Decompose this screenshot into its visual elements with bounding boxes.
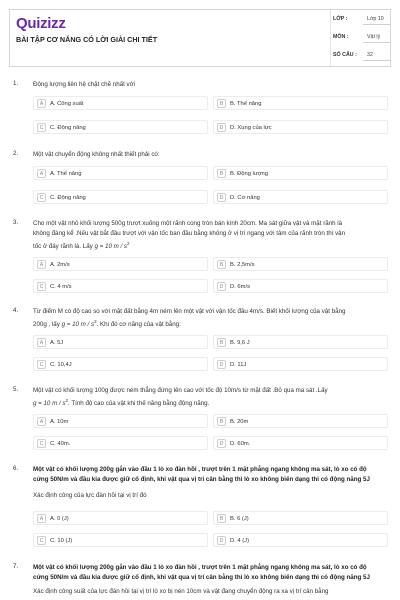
- option-b[interactable]: [213, 335, 388, 349]
- question-line: Một vật có khối lượng 200g gắn vào đầu 1 lò xo đàn hồi , trượt trên 1 mặt phẳng ngang không ma sát, lò xo có độ: [33, 466, 367, 473]
- formula: g = 10 m / s: [94, 243, 128, 251]
- worksheet-meta: [330, 10, 392, 68]
- question-number: 6.: [13, 465, 19, 472]
- option-text: D. 60m.: [230, 440, 251, 447]
- option-c[interactable]: [33, 190, 208, 204]
- option-letter: B: [217, 99, 226, 108]
- option-letter: D: [217, 536, 226, 545]
- option-a[interactable]: [33, 335, 208, 349]
- option-letter: B: [217, 169, 226, 178]
- question-text: [33, 307, 391, 330]
- option-c[interactable]: [33, 533, 208, 547]
- option-c[interactable]: [33, 357, 208, 371]
- worksheet-header: [9, 9, 391, 67]
- option-letter: C: [37, 193, 46, 202]
- option-text: D. Cơ năng: [230, 194, 260, 201]
- question-line: Từ điểm M có độ cao so với mặt đất bằng 4m ném lên một vật với vận tốc đầu 4m/s. Biết khối lượng của vật bằng: [33, 308, 346, 315]
- option-text: B. 2,5m/s: [230, 261, 255, 268]
- formula-exponent: 2: [94, 319, 97, 324]
- option-letter: A: [37, 169, 46, 178]
- option-b[interactable]: [213, 166, 388, 180]
- option-c[interactable]: [33, 120, 208, 134]
- question-line-text: tốc ở đáy rãnh là. Lấy: [33, 243, 93, 251]
- option-d[interactable]: [213, 533, 388, 547]
- meta-class: [331, 12, 393, 26]
- option-text: B. 20m: [230, 418, 249, 425]
- question-text: [33, 563, 391, 583]
- page-title: BÀI TẬP CƠ NĂNG CÓ LỜI GIẢI CHI TIẾT: [16, 35, 158, 44]
- option-text: B. 6 (J): [230, 515, 249, 522]
- option-a[interactable]: [33, 511, 208, 525]
- question-text: [33, 386, 391, 409]
- divider: [363, 60, 390, 61]
- option-text: D. 4 (J): [230, 537, 250, 544]
- option-letter: B: [217, 338, 226, 347]
- formula: g = 10 m / s: [33, 400, 66, 408]
- option-d[interactable]: [213, 436, 388, 450]
- option-text: D. 6m/s: [230, 283, 250, 290]
- option-text: A. 0 (J): [50, 515, 69, 522]
- option-a[interactable]: [33, 166, 208, 180]
- divider: [363, 42, 390, 43]
- question-line-text: 200g , lấy: [33, 321, 60, 329]
- formula-exponent: 2: [65, 398, 69, 403]
- meta-class-label: LỚP :: [333, 16, 348, 22]
- question-number: 7.: [13, 563, 19, 570]
- question-number: 4.: [13, 307, 19, 314]
- question-text: Động lượng liên hệ chặt chẽ nhất với: [33, 81, 136, 88]
- option-text: C. 10,4J: [50, 361, 72, 368]
- option-letter: C: [37, 282, 46, 291]
- option-letter: C: [37, 439, 46, 448]
- option-text: C. 40m.: [50, 440, 71, 447]
- option-letter: B: [217, 417, 226, 426]
- option-letter: A: [37, 99, 46, 108]
- option-text: C. Động năng: [50, 194, 86, 201]
- option-text: A. 10m: [50, 418, 69, 425]
- option-b[interactable]: [213, 511, 388, 525]
- option-text: C. 4 m/s: [50, 283, 72, 290]
- option-b[interactable]: [213, 414, 388, 428]
- question-line: [33, 239, 391, 252]
- question-line-text: . Tính độ cao của vật khi thế năng bằng động năng.: [68, 400, 210, 408]
- option-letter: D: [217, 439, 226, 448]
- option-letter: A: [37, 514, 46, 523]
- option-text: D. Xung của lực: [230, 124, 272, 131]
- option-a[interactable]: [33, 96, 208, 110]
- meta-subject-label: MÔN :: [333, 34, 349, 40]
- question-number: 5.: [13, 386, 19, 393]
- option-d[interactable]: [213, 190, 388, 204]
- formula: g = 10 m / s: [61, 321, 95, 329]
- option-d[interactable]: [213, 357, 388, 371]
- option-c[interactable]: [33, 279, 208, 293]
- question-line: [33, 396, 391, 409]
- question-line: Một vật có khối lượng 200g gắn vào đầu 1 lò xo đàn hồi , trượt trên 1 mặt phẳng ngang không ma sát, lò xo có độ: [33, 564, 367, 571]
- option-letter: C: [37, 123, 46, 132]
- option-c[interactable]: [33, 436, 208, 450]
- question-text: Một vật chuyển động không nhất thiết phải có:: [33, 151, 160, 158]
- meta-subject: [331, 30, 393, 44]
- option-letter: B: [217, 514, 226, 523]
- question-number: 1.: [13, 80, 19, 87]
- question-line-text: . Khi đó cơ năng của vật bằng:: [96, 321, 181, 329]
- question-text: [33, 219, 391, 252]
- option-letter: D: [217, 193, 226, 202]
- option-letter: A: [37, 417, 46, 426]
- option-text: A. Thế năng: [50, 170, 82, 177]
- question-line: Một vật có khối lượng 100g được ném thẳng đứng lên cao với tốc độ 10m/s từ mặt đất .Bỏ qua ma sát .Lấy: [33, 387, 328, 394]
- question-number: 2.: [13, 150, 19, 157]
- option-letter: C: [37, 360, 46, 369]
- option-letter: A: [37, 338, 46, 347]
- option-text: B. Thế năng: [230, 100, 262, 107]
- question-text: [33, 465, 391, 485]
- option-text: A. 2m/s: [50, 261, 70, 268]
- option-b[interactable]: [213, 257, 388, 271]
- question-line: không đáng kể .Nếu vật bắt đầu trượt với vận tốc ban đầu bằng không ở vị trí ngang với tâm của rãnh tròn thì vận: [33, 230, 346, 237]
- option-letter: C: [37, 536, 46, 545]
- quizizz-logo: Quizizz: [16, 15, 66, 32]
- meta-count-label: SỐ CÂU :: [333, 52, 357, 58]
- option-letter: D: [217, 123, 226, 132]
- option-letter: D: [217, 282, 226, 291]
- option-a[interactable]: [33, 257, 208, 271]
- option-letter: D: [217, 360, 226, 369]
- option-text: D. 11J: [230, 361, 247, 368]
- question-line: cứng 50N/m và đầu kia được giữ cố định, khi vật qua vị trí cân bằng thì lò xo không biến dạng thì có động năng 5J: [33, 476, 370, 483]
- option-letter: A: [37, 260, 46, 269]
- option-letter: B: [217, 260, 226, 269]
- option-a[interactable]: [33, 414, 208, 428]
- divider: [363, 24, 390, 25]
- option-text: C. Động năng: [50, 124, 86, 131]
- formula-exponent: 2: [127, 241, 130, 246]
- option-d[interactable]: [213, 279, 388, 293]
- option-text: A. 5J: [50, 339, 64, 346]
- option-text: A. Công suất: [50, 100, 84, 107]
- meta-subject-value: Vật lý: [367, 34, 381, 40]
- meta-count: [331, 48, 393, 62]
- question-number: 3.: [13, 219, 19, 226]
- question-subtext: Xác định công suất của lực đàn hồi tại vị trí lò xo bị nén 10cm và vật đang chuyển động ra xa vị trí cân bằng: [33, 588, 329, 595]
- meta-class-value: Lớp 10: [367, 16, 384, 22]
- option-text: B. Động lượng: [230, 170, 268, 177]
- option-text: B. 9,6 J: [230, 339, 250, 346]
- meta-count-value: 32: [367, 52, 373, 58]
- question-line: cứng 50N/m và đầu kia được giữ cố định, khi vật qua vị trí cân bằng thì lò xo không biến dạng thì có động năng 5J: [33, 574, 370, 581]
- question-line: [33, 317, 391, 330]
- option-text: C. 10 (J): [50, 537, 73, 544]
- option-d[interactable]: [213, 120, 388, 134]
- option-b[interactable]: [213, 96, 388, 110]
- question-subtext: Xác định công của lực đàn hồi tại vị trí đó: [33, 492, 147, 499]
- question-line: Cho một vật nhỏ khối lượng 500g trượt xuống một rãnh cong tròn bán kính 20cm. Ma sát giữa vật và mặt rãnh là: [33, 220, 343, 227]
